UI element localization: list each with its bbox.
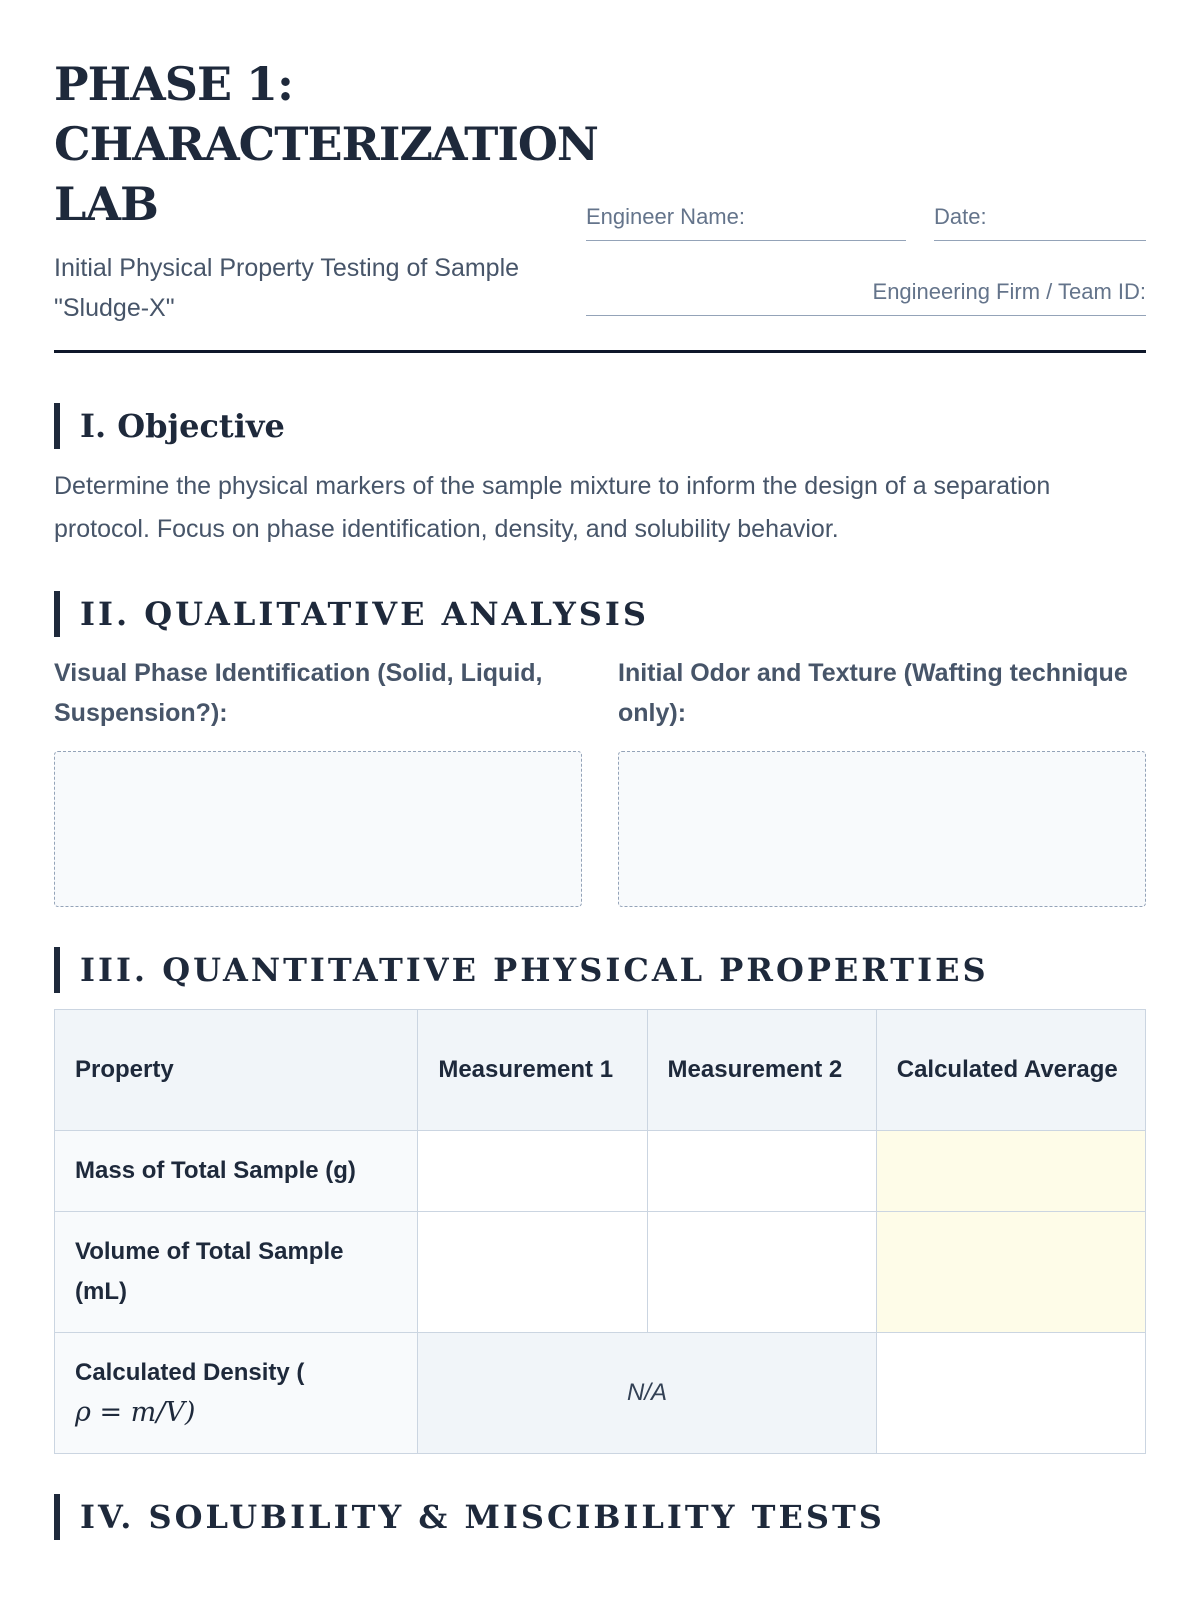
visual-phase-answer-box[interactable] — [54, 751, 582, 907]
visual-phase-label: Visual Phase Identification (Solid, Liquid, Suspension?): — [54, 659, 543, 727]
mass-measurement-2-cell[interactable] — [647, 1131, 876, 1212]
density-label — [55, 1333, 418, 1454]
team-id-field[interactable]: Engineering Firm / Team ID: — [586, 279, 1146, 316]
mass-label: Mass of Total Sample (g) — [55, 1131, 418, 1212]
page-title: PHASE 1: CHARACTERIZATION LAB — [54, 57, 598, 231]
odor-texture-label: Initial Odor and Texture (Wafting technique only): — [618, 659, 1128, 727]
density-na-cell: N/A — [418, 1333, 876, 1454]
page-subtitle: Initial Physical Property Testing of Sample "Sludge-X" — [54, 254, 520, 322]
title-block — [54, 54, 598, 328]
odor-texture-column — [618, 653, 1146, 907]
volume-label: Volume of Total Sample (mL) — [55, 1212, 418, 1333]
density-formula: ρ = m/V) — [75, 1396, 196, 1428]
table-header-row — [55, 1010, 1146, 1131]
volume-measurement-1-cell[interactable] — [418, 1212, 647, 1333]
objective-text: Determine the physical markers of the sample mixture to inform the design of a separation protocol. Focus on phase identification, density, and solubility behavior. — [54, 472, 1051, 543]
mass-measurement-1-cell[interactable] — [418, 1131, 647, 1212]
date-field[interactable]: Date: — [934, 204, 1146, 241]
qualitative-heading: II. QUALITATIVE ANALYSIS — [54, 591, 1146, 637]
table-row-volume — [55, 1212, 1146, 1333]
solubility-heading: IV. SOLUBILITY & MISCIBILITY TESTS — [54, 1494, 1146, 1540]
meta-fields — [586, 204, 1146, 316]
column-header-property: Property — [55, 1010, 418, 1131]
qualitative-grid — [54, 653, 1146, 907]
engineer-name-field[interactable]: Engineer Name: — [586, 204, 906, 241]
density-average-cell[interactable] — [876, 1333, 1145, 1454]
objective-heading: I. Objective — [54, 403, 1146, 449]
volume-average-cell[interactable] — [876, 1212, 1145, 1333]
table-row-density — [55, 1333, 1146, 1454]
quantitative-section — [54, 947, 1146, 1454]
column-header-average: Calculated Average — [876, 1010, 1145, 1131]
mass-average-cell[interactable] — [876, 1131, 1145, 1212]
odor-texture-answer-box[interactable] — [618, 751, 1146, 907]
objective-section — [54, 403, 1146, 551]
qualitative-section — [54, 591, 1146, 907]
properties-table — [54, 1009, 1146, 1454]
worksheet-header — [54, 54, 1146, 353]
column-header-measurement-1: Measurement 1 — [418, 1010, 647, 1131]
volume-measurement-2-cell[interactable] — [647, 1212, 876, 1333]
column-header-measurement-2: Measurement 2 — [647, 1010, 876, 1131]
visual-phase-column — [54, 653, 582, 907]
solubility-section — [54, 1494, 1146, 1540]
quantitative-heading: III. QUANTITATIVE PHYSICAL PROPERTIES — [54, 947, 1146, 993]
table-row-mass — [55, 1131, 1146, 1212]
density-label-text: Calculated Density ( — [75, 1358, 305, 1386]
meta-row — [586, 204, 1146, 241]
